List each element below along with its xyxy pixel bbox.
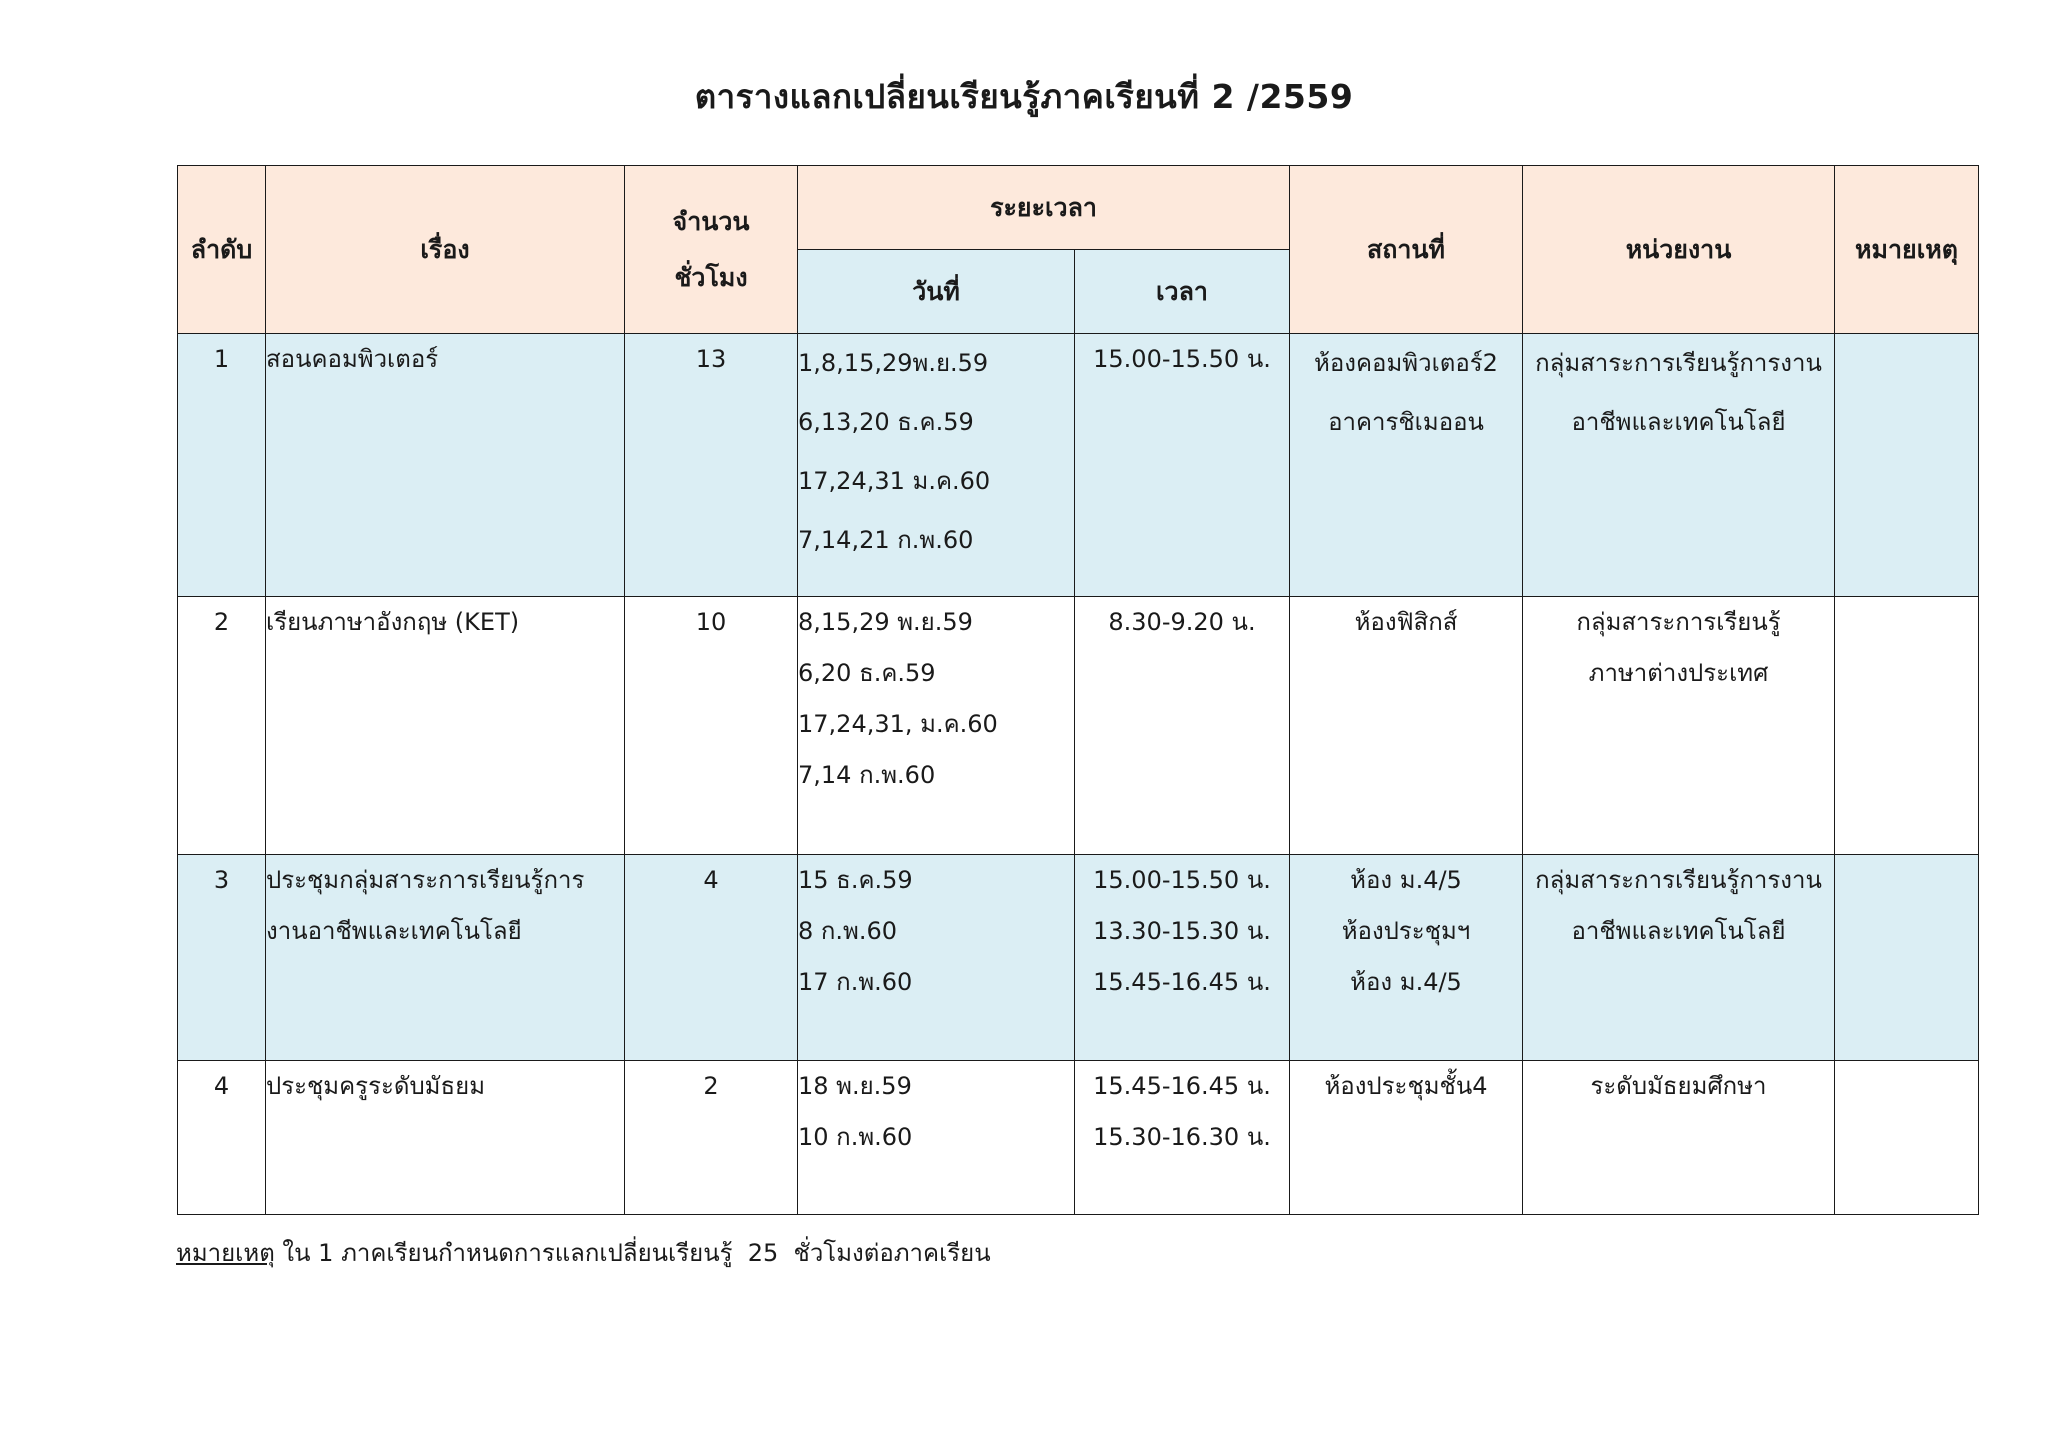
place-line: ห้องประชุมฯ bbox=[1341, 917, 1471, 945]
date-line: 1,8,15,29พ.ย.59 bbox=[798, 349, 989, 377]
header-hours-line1: จำนวน bbox=[672, 206, 750, 236]
place-line: ห้อง ม.4/5 bbox=[1350, 968, 1462, 996]
place-line: ห้องคอมพิวเตอร์2 bbox=[1314, 349, 1498, 377]
cell-times bbox=[1075, 855, 1290, 1061]
date-line: 17,24,31 ม.ค.60 bbox=[798, 467, 991, 495]
cell-times bbox=[1075, 1061, 1290, 1215]
department-line: ระดับมัธยมศึกษา bbox=[1590, 1072, 1767, 1100]
cell-remark bbox=[1835, 597, 1979, 855]
time-line: 15.00-15.50 น. bbox=[1093, 345, 1271, 373]
place-line: ห้องฟิสิกส์ bbox=[1354, 608, 1458, 636]
header-period: ระยะเวลา bbox=[798, 166, 1290, 250]
date-line: 18 พ.ย.59 bbox=[798, 1072, 912, 1100]
place-line: ห้องประชุมชั้น4 bbox=[1324, 1072, 1488, 1100]
cell-hours: 10 bbox=[625, 597, 798, 855]
cell-topic bbox=[266, 855, 625, 1061]
department-line: กลุ่มสาระการเรียนรู้การงาน bbox=[1535, 349, 1822, 377]
cell-department bbox=[1523, 334, 1835, 597]
cell-no: 3 bbox=[178, 855, 266, 1061]
header-no: ลำดับ bbox=[178, 166, 266, 334]
table-row bbox=[178, 1061, 1979, 1215]
header-remark: หมายเหตุ bbox=[1835, 166, 1979, 334]
date-line: 17 ก.พ.60 bbox=[798, 968, 913, 996]
footnote-text: ใน 1 ภาคเรียนกำหนดการแลกเปลี่ยนเรียนรู้ 25 ชั่วโมงต่อภาคเรียน bbox=[274, 1239, 991, 1267]
time-line: 15.45-16.45 น. bbox=[1093, 1072, 1271, 1100]
cell-topic bbox=[266, 1061, 625, 1215]
cell-topic bbox=[266, 334, 625, 597]
cell-no: 1 bbox=[178, 334, 266, 597]
footnote bbox=[176, 1233, 991, 1272]
cell-times bbox=[1075, 597, 1290, 855]
department-line: กลุ่มสาระการเรียนรู้ bbox=[1576, 608, 1781, 636]
cell-hours: 4 bbox=[625, 855, 798, 1061]
topic-line: ประชุมกลุ่มสาระการเรียนรู้การ bbox=[266, 866, 585, 894]
table-row bbox=[178, 855, 1979, 1061]
cell-dates bbox=[798, 597, 1075, 855]
cell-department bbox=[1523, 1061, 1835, 1215]
time-line: 15.45-16.45 น. bbox=[1093, 968, 1271, 996]
date-line: 15 ธ.ค.59 bbox=[798, 866, 913, 894]
topic-line: เรียนภาษาอังกฤษ (KET) bbox=[266, 608, 520, 636]
header-topic: เรื่อง bbox=[266, 166, 625, 334]
cell-places bbox=[1290, 1061, 1523, 1215]
time-line: 13.30-15.30 น. bbox=[1093, 917, 1271, 945]
cell-department bbox=[1523, 597, 1835, 855]
time-line: 15.00-15.50 น. bbox=[1093, 866, 1271, 894]
cell-remark bbox=[1835, 1061, 1979, 1215]
department-line: กลุ่มสาระการเรียนรู้การงาน bbox=[1535, 866, 1822, 894]
cell-hours: 2 bbox=[625, 1061, 798, 1215]
header-department: หน่วยงาน bbox=[1523, 166, 1835, 334]
cell-dates bbox=[798, 855, 1075, 1061]
topic-line: สอนคอมพิวเตอร์ bbox=[266, 345, 439, 373]
cell-places bbox=[1290, 334, 1523, 597]
place-line: อาคารชิเมออน bbox=[1328, 408, 1484, 436]
header-time: เวลา bbox=[1075, 250, 1290, 334]
cell-dates bbox=[798, 334, 1075, 597]
date-line: 6,20 ธ.ค.59 bbox=[798, 659, 936, 687]
cell-no: 2 bbox=[178, 597, 266, 855]
topic-line: งานอาชีพและเทคโนโลยี bbox=[266, 917, 522, 945]
cell-places bbox=[1290, 855, 1523, 1061]
header-date: วันที่ bbox=[798, 250, 1075, 334]
department-line: อาชีพและเทคโนโลยี bbox=[1571, 917, 1786, 945]
cell-remark bbox=[1835, 334, 1979, 597]
page-title: ตารางแลกเปลี่ยนเรียนรู้ภาคเรียนที่ 2 /2559 bbox=[694, 77, 1354, 116]
topic-line: ประชุมครูระดับมัธยม bbox=[266, 1072, 486, 1100]
header-hours-line2: ชั่วโมง bbox=[674, 262, 748, 292]
cell-topic bbox=[266, 597, 625, 855]
date-line: 8 ก.พ.60 bbox=[798, 917, 898, 945]
date-line: 17,24,31, ม.ค.60 bbox=[798, 710, 998, 738]
cell-department bbox=[1523, 855, 1835, 1061]
place-line: ห้อง ม.4/5 bbox=[1350, 866, 1462, 894]
department-line: ภาษาต่างประเทศ bbox=[1588, 659, 1769, 687]
table-row bbox=[178, 334, 1979, 597]
cell-dates bbox=[798, 1061, 1075, 1215]
footnote-label: หมายเหตุ bbox=[176, 1239, 275, 1267]
date-line: 7,14,21 ก.พ.60 bbox=[798, 526, 974, 554]
cell-remark bbox=[1835, 855, 1979, 1061]
cell-no: 4 bbox=[178, 1061, 266, 1215]
table-row bbox=[178, 597, 1979, 855]
date-line: 10 ก.พ.60 bbox=[798, 1123, 913, 1151]
date-line: 7,14 ก.พ.60 bbox=[798, 761, 936, 789]
cell-times bbox=[1075, 334, 1290, 597]
cell-hours: 13 bbox=[625, 334, 798, 597]
date-line: 8,15,29 พ.ย.59 bbox=[798, 608, 973, 636]
cell-places bbox=[1290, 597, 1523, 855]
time-line: 15.30-16.30 น. bbox=[1093, 1123, 1271, 1151]
schedule-table bbox=[177, 165, 1979, 1215]
department-line: อาชีพและเทคโนโลยี bbox=[1571, 408, 1786, 436]
time-line: 8.30-9.20 น. bbox=[1108, 608, 1256, 636]
date-line: 6,13,20 ธ.ค.59 bbox=[798, 408, 974, 436]
header-hours bbox=[625, 166, 798, 334]
header-place: สถานที่ bbox=[1290, 166, 1523, 334]
